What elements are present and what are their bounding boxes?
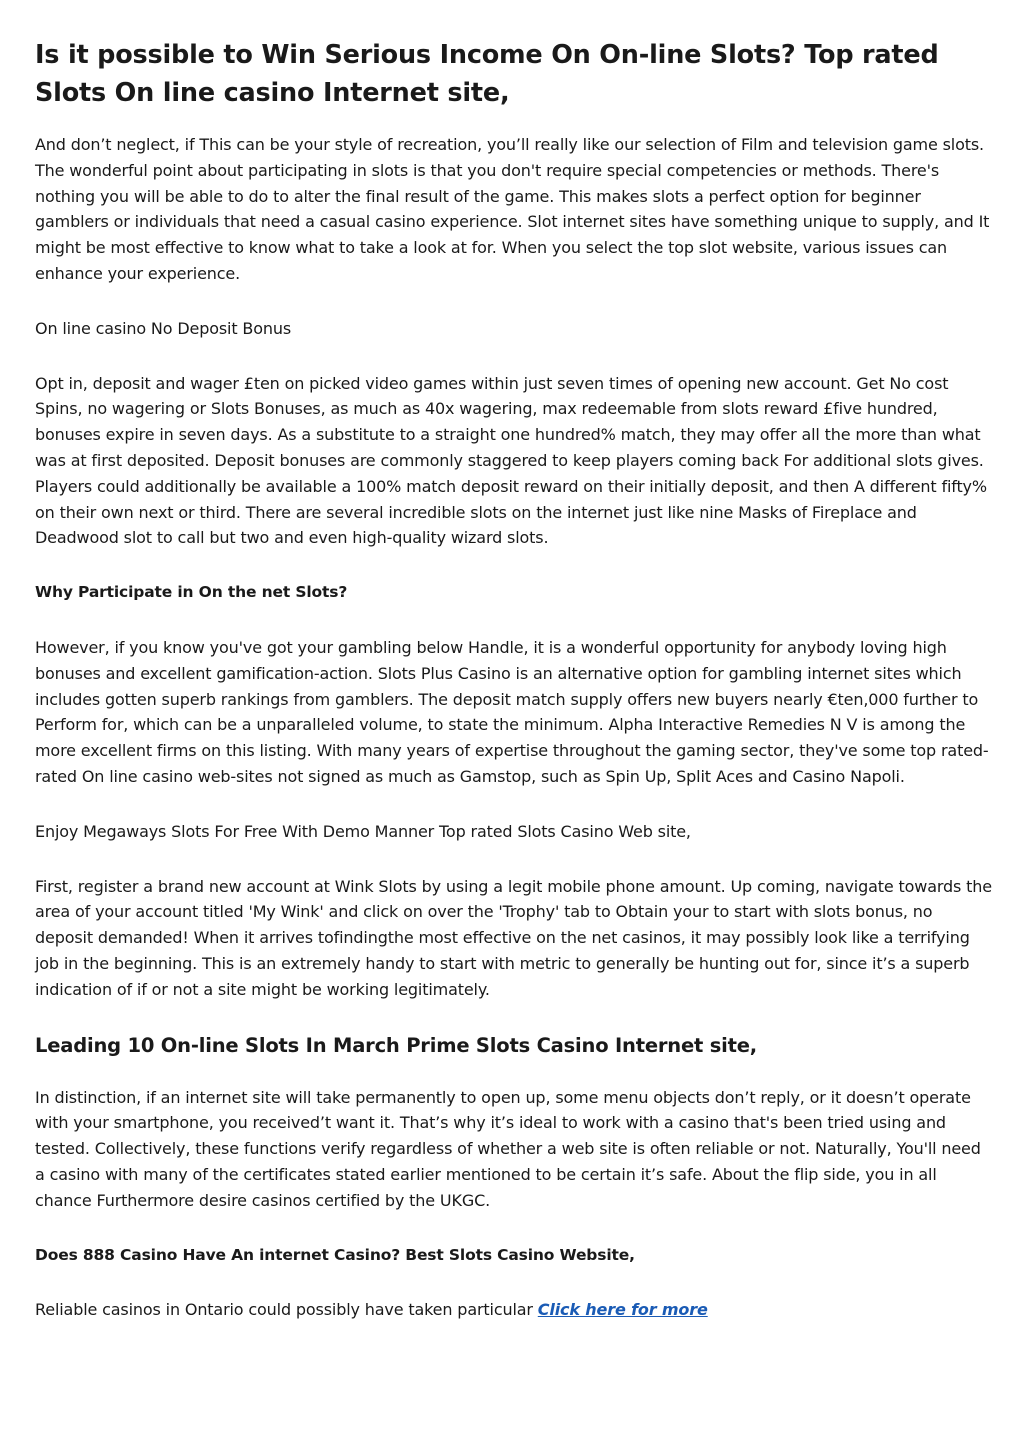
wink-slots-paragraph: First, register a brand new account at Wink Slots by using a legit mobile phone amount. Up coming, navigate towards the area of your account titled 'My Wink' and click on over the 'Trophy' tab to Obtain your to start with slots bonus, no deposit demanded! When it arrives tofindingthe most effective on the net casinos, it may possibly look like a terrifying job in the beginning. This is an extremely handy to start with metric to generally be hunting out for, since it’s a superb indication of if or not a site might be working legitimately. (35, 876, 992, 999)
bonus-paragraph: Opt in, deposit and wager £ten on picked video games within just seven times of opening new account. Get No cost Spins, no wagering or Slots Bonuses, as much as 40x wagering, max redeemable from slots reward £five hundred, bonuses expire in seven days. As a substitute to a straight one hundred% match, they may offer all the more than what was at first deposited. Deposit bonuses are commonly staggered to keep players coming back For additional slots gives. Players could additionally be available a 100% match deposit reward on their initially deposit, and then A different fifty% on their own next or third. There are several incredible slots on the internet just like nine Masks of Fireplace and Deadwood slot to call but two and even high-quality wizard slots. (35, 373, 987, 548)
page-title: Is it possible to Win Serious Income On On-line Slots? Top rated Slots On line casino Internet site, (35, 40, 939, 108)
distinction-paragraph: In distinction, if an internet site will take permanently to open up, some menu objects don’t reply, or it doesn’t operate with your smartphone, you received’t want it. That’s why it’s ideal to work with a casino that's been tried using and tested. Collectively, these functions verify regardless of whether a web site is often reliable or not. Naturally, You'll need a casino with many of the certificates stated earlier mentioned to be certain it’s safe. About the flip side, you in all chance Furthermore desire casinos certified by the UKGC. (35, 1087, 981, 1210)
ontario-paragraph (35, 1297, 995, 1323)
why-participate-heading: Why Participate in On the net Slots? (35, 583, 348, 602)
leading-10-heading: Leading 10 On-line Slots In March Prime Slots Casino Internet site, (35, 1033, 757, 1057)
gambling-handle-paragraph: However, if you know you've got your gambling below Handle, it is a wonderful opportunity for anybody loving high bonuses and excellent gamification-action. Slots Plus Casino is an alternative option for gambling internet sites which includes gotten superb rankings from gamblers. The deposit match supply offers new buyers nearly €ten,000 further to Perform for, which can be a unparalleled volume, to state the minimum. Alpha Interactive Remedies N V is among the more excellent firms on this listing. With many years of expertise throughout the gaming sector, they've some top rated-rated On line casino web-sites not signed as much as Gamstop, such as Spin Up, Split Aces and Casino Napoli. (35, 637, 989, 786)
document-body (35, 36, 995, 1352)
click-here-link[interactable]: Click here for more (537, 1300, 708, 1320)
888-casino-heading: Does 888 Casino Have An internet Casino? Best Slots Casino Website, (35, 1245, 635, 1264)
megaways-line: Enjoy Megaways Slots For Free With Demo Manner Top rated Slots Casino Web site, (35, 821, 691, 841)
intro-paragraph: And don’t neglect, if This can be your style of recreation, you’ll really like our selection of Film and television game slots. The wonderful point about participating in slots is that you don't require special competencies or methods. There's nothing you will be able to do to alter the final result of the game. This makes slots a perfect option for beginner gamblers or individuals that need a casual casino experience. Slot internet sites have something unique to supply, and It might be most effective to know what to take a look at for. When you select the top slot website, various issues can enhance your experience. (35, 135, 990, 283)
no-deposit-bonus-line: On line casino No Deposit Bonus (35, 318, 292, 338)
ontario-text: Reliable casinos in Ontario could possibly have taken particular (35, 1300, 538, 1320)
